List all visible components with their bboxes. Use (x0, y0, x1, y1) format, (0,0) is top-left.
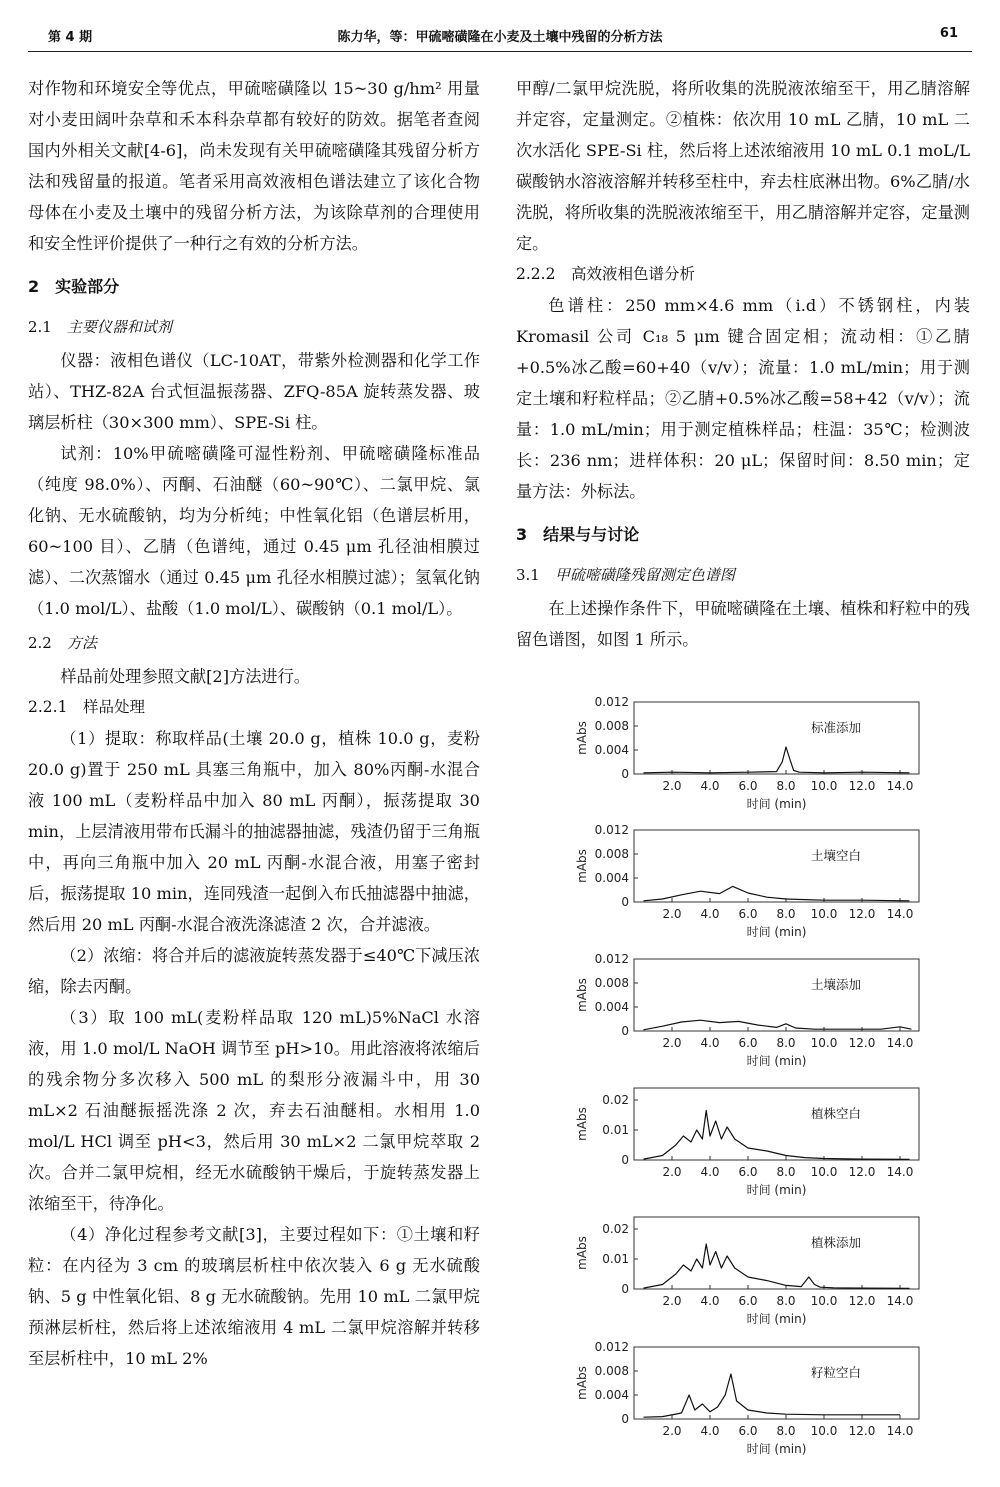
x-tick-label: 2.0 (662, 779, 682, 793)
chromatogram-svg (516, 1337, 970, 1457)
sample-label: 植株添加 (810, 1235, 862, 1250)
x-tick-label: 2.0 (662, 1165, 682, 1179)
y-tick-label: 0 (621, 1282, 629, 1296)
plot-frame (634, 1217, 919, 1289)
x-tick-label: 14.0 (886, 1036, 914, 1050)
chromatogram-svg (516, 1207, 970, 1327)
section-2-1-number: 2.1 (28, 318, 52, 336)
x-tick-label: 8.0 (776, 1294, 796, 1308)
sample-label: 土壤添加 (810, 977, 862, 992)
sample-label: 植株空白 (810, 1106, 862, 1121)
chromatogram-svg (516, 1078, 970, 1198)
figure-1-chromatograms (516, 692, 970, 1456)
x-tick-label: 14.0 (886, 1424, 914, 1438)
x-tick-label: 12.0 (848, 1036, 876, 1050)
y-tick-label: 0.004 (594, 1000, 629, 1014)
x-axis-label: 时间 (min) (746, 797, 807, 811)
y-tick-label: 0.02 (602, 1093, 629, 1107)
y-tick-label: 0.012 (594, 1340, 629, 1354)
chromatogram-trace (644, 1111, 910, 1160)
x-axis-label: 时间 (min) (746, 1312, 807, 1326)
y-tick-label: 0.008 (594, 976, 629, 990)
section-2-heading: 2 实验部分 (28, 277, 120, 296)
x-tick-label: 6.0 (738, 907, 758, 921)
y-tick-label: 0.012 (594, 695, 629, 709)
chromatogram-trace (644, 1374, 901, 1417)
y-tick-label: 0.02 (602, 1222, 629, 1236)
partition-paragraph: （3）取 100 mL(麦粉样品取 120 mL)5%NaCl 水溶液，用 1.0 mol/L NaOH 调节至 pH>10。用此溶液将浓缩后的残余物分多次移入 500 mL 的梨形分液漏斗中，用 30 mL×2 石油醚振摇洗涤 2 次，弃去石油醚相。水相用 1.0 mol/L HCl 调至 pH<3，然后用 30 mL×2 二氯甲烷萃取 2 次。合并二氯甲烷相，经无水硫酸钠干燥后，于旋转蒸发器上浓缩至干，待净化。 (28, 1008, 480, 1213)
x-tick-label: 6.0 (738, 1036, 758, 1050)
chromatogram-panel (516, 1207, 970, 1327)
y-tick-label: 0.004 (594, 743, 629, 757)
issue-number: 第 4 期 (48, 30, 93, 45)
sample-label: 土壤空白 (810, 848, 862, 863)
plot-frame (634, 1088, 919, 1160)
x-tick-label: 10.0 (810, 1165, 838, 1179)
chromatogram-panel (516, 820, 970, 940)
chromatogram-trace (644, 1244, 910, 1288)
section-2-1-title: 主要仪器和试剂 (66, 318, 172, 336)
x-tick-label: 10.0 (810, 1294, 838, 1308)
x-tick-label: 14.0 (886, 1294, 914, 1308)
y-tick-label: 0.01 (602, 1123, 629, 1137)
concentration-paragraph: （2）浓缩：将合并后的滤液旋转蒸发器于≤40℃下减压浓缩，除去丙酮。 (28, 946, 480, 996)
x-tick-label: 4.0 (700, 907, 720, 921)
x-tick-label: 6.0 (738, 779, 758, 793)
x-tick-label: 12.0 (848, 779, 876, 793)
y-tick-label: 0 (621, 1024, 629, 1038)
section-2-1-heading (28, 312, 480, 343)
y-axis-label: mAbs (575, 721, 589, 755)
x-tick-label: 8.0 (776, 1424, 796, 1438)
x-tick-label: 14.0 (886, 907, 914, 921)
x-tick-label: 4.0 (700, 1036, 720, 1050)
x-tick-label: 10.0 (810, 1424, 838, 1438)
plot-frame (634, 959, 919, 1031)
hplc-paragraph: 色谱柱：250 mm×4.6 mm（i.d）不锈钢柱，内装 Kromasil 公司 C₁₈ 5 μm 键合固定相；流动相：①乙腈+0.5%冰乙酸=60+40（v/v）；流量：1.0 mL/min；用于测定土壤和籽粒样品；②乙腈+0.5%冰乙酸=58+42（v/v）；流量：1.0 mL/min；用于测定植株样品；柱温：35℃；检测波长：236 nm；进样体积：20 μL；保留时间：8.50 min；定量方法：外标法。 (516, 296, 970, 501)
x-axis-label: 时间 (min) (746, 925, 807, 939)
chromatogram-trace (644, 1020, 912, 1030)
x-tick-label: 6.0 (738, 1165, 758, 1179)
sample-label: 标准添加 (810, 720, 862, 735)
running-title: 陈力华，等：甲硫嘧磺隆在小麦及土壤中残留的分析方法 (337, 30, 663, 45)
x-tick-label: 12.0 (848, 907, 876, 921)
y-tick-label: 0.01 (602, 1252, 629, 1266)
left-column (28, 73, 480, 1374)
x-tick-label: 10.0 (810, 779, 838, 793)
chromatogram-svg (516, 820, 970, 940)
x-tick-label: 4.0 (700, 1424, 720, 1438)
header-rule (28, 51, 972, 52)
plot-frame (634, 830, 919, 902)
x-tick-label: 6.0 (738, 1294, 758, 1308)
x-tick-label: 4.0 (700, 1294, 720, 1308)
plot-frame (634, 1347, 919, 1419)
section-2-2-heading (28, 628, 480, 659)
extraction-paragraph: （1）提取：称取样品(土壤 20.0 g，植株 10.0 g，麦粉 20.0 g)置于 250 mL 具塞三角瓶中，加入 80%丙酮-水混合液 100 mL（麦粉样品中加入 80 mL 丙酮），振荡提取 30 min，上层清液用带布氏漏斗的抽滤器抽滤，残渣仍留于三角瓶中，再向三角瓶中加入 20 mL 丙酮-水混合液，用塞子密封后，振荡提取 10 min，连同残渣一起倒入布氏抽滤器中抽滤，然后用 20 mL 丙酮-水混合液洗涤滤渣 2 次，合并滤液。 (28, 729, 480, 934)
x-tick-label: 4.0 (700, 1165, 720, 1179)
x-tick-label: 14.0 (886, 1165, 914, 1179)
x-tick-label: 8.0 (776, 779, 796, 793)
y-tick-label: 0.008 (594, 847, 629, 861)
method-paragraph: 样品前处理参照文献[2]方法进行。 (60, 667, 310, 686)
y-axis-label: mAbs (575, 978, 589, 1012)
chromatogram-panel (516, 1078, 970, 1198)
section-3-heading: 3 结果与与讨论 (516, 525, 640, 544)
y-axis-label: mAbs (575, 1107, 589, 1141)
chromatogram-panel (516, 1337, 970, 1457)
section-2-2-title: 方法 (66, 634, 97, 652)
x-tick-label: 2.0 (662, 1424, 682, 1438)
chromatogram-trace (644, 886, 910, 900)
y-axis-label: mAbs (575, 1366, 589, 1400)
results-paragraph: 在上述操作条件下，甲硫嘧磺隆在土壤、植株和籽粒中的残留色谱图，如图 1 所示。 (516, 599, 970, 649)
x-axis-label: 时间 (min) (746, 1054, 807, 1068)
x-tick-label: 12.0 (848, 1165, 876, 1179)
plot-frame (634, 702, 919, 774)
reagents-paragraph: 试剂：10%甲硫嘧磺隆可湿性粉剂、甲硫嘧磺隆标准品（纯度 98.0%）、丙酮、石油醚（60~90℃）、二氯甲烷、氯化钠、无水硫酸钠，均为分析纯；中性氧化铝（色谱层析用，60~100 目）、乙腈（色谱纯，通过 0.45 μm 孔径油相膜过滤）、二次蒸馏水（通过 0.45 μm 孔径水相膜过滤）；氢氧化钠（1.0 mol/L）、盐酸（1.0 mol/L）、碳酸钠（0.1 mol/L）。 (28, 444, 480, 618)
chromatogram-panel (516, 949, 970, 1069)
x-tick-label: 12.0 (848, 1294, 876, 1308)
x-tick-label: 14.0 (886, 779, 914, 793)
section-3-1-heading (516, 560, 970, 591)
y-tick-label: 0 (621, 1412, 629, 1426)
x-tick-label: 10.0 (810, 1036, 838, 1050)
instruments-paragraph: 仪器：液相色谱仪（LC-10AT，带紫外检测器和化学工作站）、THZ-82A 台式恒温振荡器、ZFQ-85A 旋转蒸发器、玻璃层析柱（30×300 mm）、SPE-Si 柱。 (28, 351, 480, 432)
intro-paragraph: 对作物和环境安全等优点，甲硫嘧磺隆以 15~30 g/hm² 用量对小麦田阔叶杂草和禾本科杂草都有较好的防效。据笔者查阅国内外相关文献[4-6]，尚未发现有关甲硫嘧磺隆其残留分析方法和残留量的报道。笔者采用高效液相色谱法建立了该化合物母体在小麦及土壤中的残留分析方法，为该除草剂的合理使用和安全性评价提供了一种行之有效的分析方法。 (28, 79, 480, 253)
x-tick-label: 8.0 (776, 1165, 796, 1179)
x-tick-label: 2.0 (662, 1294, 682, 1308)
section-2-2-number: 2.2 (28, 634, 52, 652)
x-tick-label: 12.0 (848, 1424, 876, 1438)
x-axis-label: 时间 (min) (746, 1183, 807, 1197)
right-column (516, 73, 970, 655)
cleanup-continued-paragraph: 甲醇/二氯甲烷洗脱，将所收集的洗脱液浓缩至干，用乙腈溶解并定容，定量测定。②植株：依次用 10 mL 乙腈，10 mL 二次水活化 SPE-Si 柱，然后将上述浓缩液用 10 mL 0.1 moL/L 碳酸钠水溶液溶解并转移至柱中，弃去柱底淋出物。6%乙腈/水洗脱，将所收集的洗脱液浓缩至干，用乙腈溶解并定容，定量测定。 (516, 79, 971, 253)
chromatogram-trace (644, 747, 910, 773)
cleanup-paragraph: （4）净化过程参考文献[3]，主要过程如下：①土壤和籽粒：在内径为 3 cm 的玻璃层析柱中依次装入 6 g 无水硫酸钠、5 g 中性氧化铝、8 g 无水硫酸钠。先用 10 mL 二氯甲烷预淋层析柱，然后将上述浓缩液用 4 mL 二氯甲烷溶解并转移至层析柱中，10 mL 2% (28, 1225, 480, 1368)
chromatogram-panel (516, 692, 970, 812)
x-tick-label: 8.0 (776, 1036, 796, 1050)
chromatogram-svg (516, 949, 970, 1069)
y-tick-label: 0.012 (594, 823, 629, 837)
y-tick-label: 0.004 (594, 871, 629, 885)
x-tick-label: 4.0 (700, 779, 720, 793)
section-3-1-title: 甲硫嘧磺隆残留测定色谱图 (554, 566, 735, 584)
y-tick-label: 0 (621, 1153, 629, 1167)
running-header (28, 0, 972, 54)
section-2-2-1-heading: 2.2.1 样品处理 (28, 698, 145, 716)
sample-label: 籽粒空白 (810, 1365, 862, 1380)
section-2-2-2-heading: 2.2.2 高效液相色谱分析 (516, 265, 695, 283)
x-tick-label: 6.0 (738, 1424, 758, 1438)
y-tick-label: 0.008 (594, 1364, 629, 1378)
y-tick-label: 0.008 (594, 719, 629, 733)
x-tick-label: 8.0 (776, 907, 796, 921)
x-tick-label: 2.0 (662, 1036, 682, 1050)
page-number: 61 (939, 26, 958, 41)
x-axis-label: 时间 (min) (746, 1442, 807, 1456)
x-tick-label: 10.0 (810, 907, 838, 921)
y-tick-label: 0.012 (594, 952, 629, 966)
y-axis-label: mAbs (575, 1236, 589, 1270)
y-tick-label: 0.004 (594, 1388, 629, 1402)
chromatogram-svg (516, 692, 970, 812)
y-tick-label: 0 (621, 895, 629, 909)
x-tick-label: 2.0 (662, 907, 682, 921)
section-3-1-number: 3.1 (516, 566, 540, 584)
y-tick-label: 0 (621, 767, 629, 781)
y-axis-label: mAbs (575, 849, 589, 883)
